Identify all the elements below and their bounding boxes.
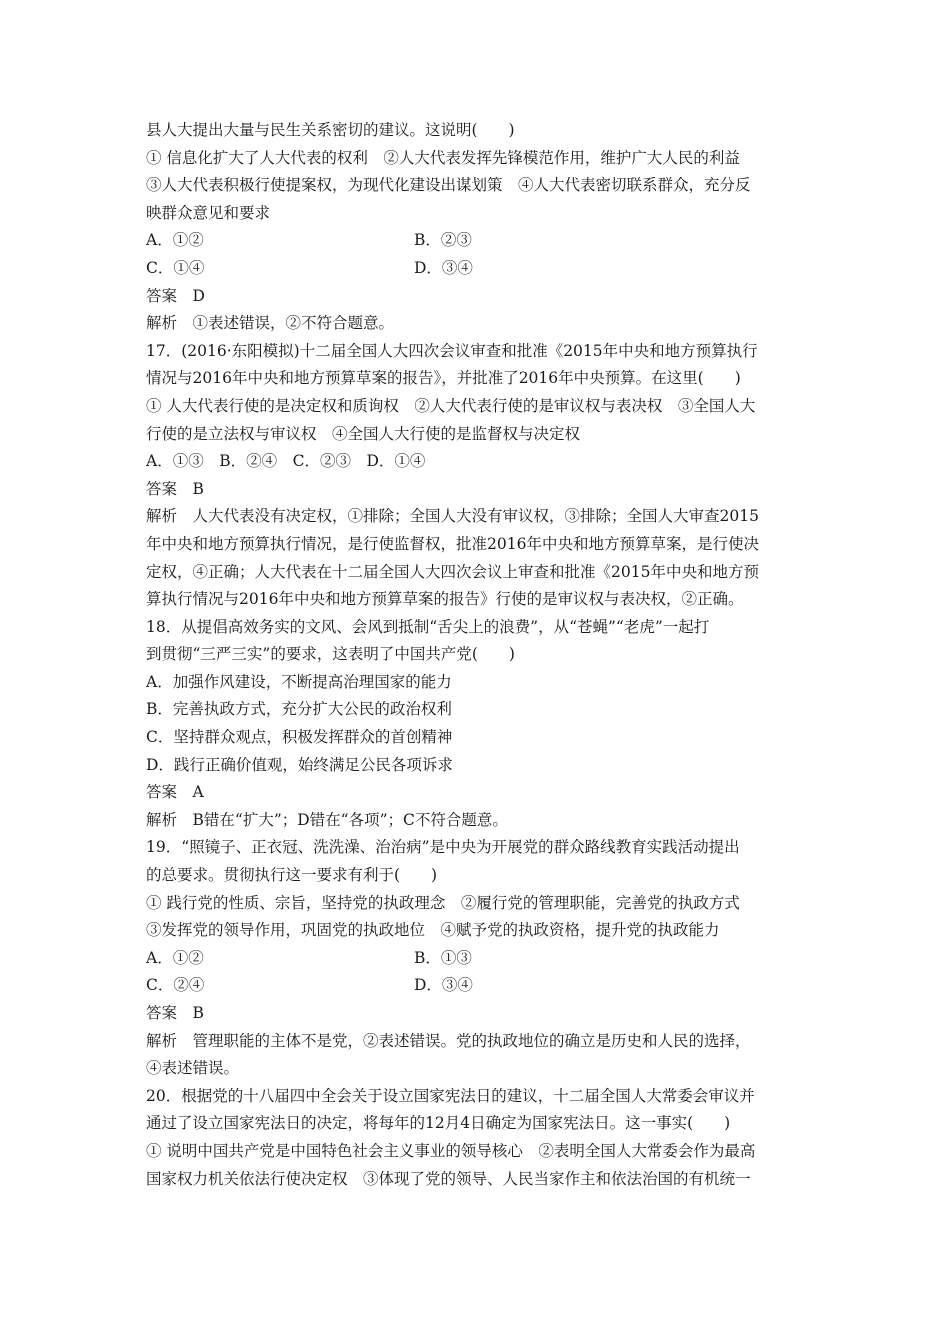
q18-answer: 答案 A xyxy=(146,783,204,802)
q19-options-row-2 xyxy=(146,972,810,1000)
q16-statement-line: ③人大代表积极行使提案权，为现代化建设出谋划策 ④人大代表密切联系群众，充分反 xyxy=(146,176,751,195)
q18-stem-line: 18．从提倡高效务实的文风、会风到抵制“舌尖上的浪费”，从“苍蝇”“老虎”一起打 xyxy=(146,617,710,636)
q16-statement-line: 映群众意见和要求 xyxy=(146,203,271,222)
q19-statement-line: ① 践行党的性质、宗旨，坚持党的执政理念 ②履行党的管理职能，完善党的执政方式 xyxy=(146,893,740,912)
q17-statement-line: ① 人大代表行使的是决定权和质询权 ②人大代表行使的是审议权与表决权 ③全国人大 xyxy=(146,396,756,415)
q17-analysis-line: 解析 人大代表没有决定权，①排除；全国人大没有审议权，③排除；全国人大审查2015 xyxy=(146,507,759,526)
q19-stem-line: 19．“照镜子、正衣冠、洗洗澡、治治病”是中央为开展党的群众路线教育实践活动提出 xyxy=(146,838,740,857)
q16-statement-line: ① 信息化扩大了人大代表的权利 ②人大代表发挥先锋模范作用，维护广大人民的利益 xyxy=(146,148,740,167)
q18-option-c: C．坚持群众观点，积极发挥群众的首创精神 xyxy=(146,728,453,747)
q19-option-b: B．①③ xyxy=(414,948,472,967)
q16-stem: 县人大提出大量与民生关系密切的建议。这说明( ) xyxy=(146,121,515,139)
q16-option-b: B．②③ xyxy=(414,231,472,250)
q17-analysis-line: 定权，④正确；人大代表在十二届全国人大四次会议上审查和批准《2015年中央和地方预 xyxy=(146,562,759,581)
q20-statement-line: 国家权力机关依法行使决定权 ③体现了党的领导、人民当家作主和依法治国的有机统一 xyxy=(146,1169,751,1188)
q19-answer: 答案 B xyxy=(146,1004,204,1022)
q19-stem-line: 的总要求。贯彻执行这一要求有利于( ) xyxy=(146,866,438,885)
q16-option-a: A．①② xyxy=(146,231,204,250)
q19-options-row-1 xyxy=(146,945,810,973)
q17-answer: 答案 B xyxy=(146,479,204,498)
q20-stem-line: 20．根据党的十八届四中全会关于设立国家宪法日的建议，十二届全国人大常委会审议并 xyxy=(146,1086,755,1105)
q18-option-a: A．加强作风建设，不断提高治理国家的能力 xyxy=(146,672,452,691)
q17-statement-line: 行使的是立法权与审议权 ④全国人大行使的是监督权与决定权 xyxy=(146,424,581,443)
q16-options-row-2 xyxy=(146,255,810,283)
q16-analysis: 解析 ①表述错误，②不符合题意。 xyxy=(146,314,395,333)
q16-option-d: D．③④ xyxy=(414,258,473,277)
q18-analysis: 解析 B错在“扩大”；D错在“各项”；C不符合题意。 xyxy=(146,810,508,829)
q17-stem-line: 情况与2016年中央和地方预算草案的报告》，并批准了2016年中央预算。在这里( ) xyxy=(146,369,741,388)
q19-analysis-line: ④表述错误。 xyxy=(146,1059,240,1078)
q16-option-c: C．①④ xyxy=(146,258,205,277)
q19-analysis-line: 解析 管理职能的主体不是党，②表述错误。党的执政地位的确立是历史和人民的选择， xyxy=(146,1031,751,1050)
q19-statement-line: ③发挥党的领导作用，巩固党的执政地位 ④赋予党的执政资格，提升党的执政能力 xyxy=(146,921,720,940)
q17-stem-line: 17．(2016·东阳模拟)十二届全国人大四次会议审查和批准《2015年中央和地方预算执行 xyxy=(146,341,758,360)
q19-option-d: D．③④ xyxy=(414,976,473,995)
q19-option-c: C．②④ xyxy=(146,976,205,995)
q18-option-b: B．完善执政方式，充分扩大公民的政治权利 xyxy=(146,700,452,719)
q16-options-row-1 xyxy=(146,227,810,255)
q17-analysis-line: 算执行情况与2016年中央和地方预算草案的报告》行使的是审议权与表决权，②正确。 xyxy=(146,590,744,609)
q20-stem-line: 通过了设立国家宪法日的决定，将每年的12月4日确定为国家宪法日。这一事实( ) xyxy=(146,1114,731,1133)
q20-statement-line: ① 说明中国共产党是中国特色社会主义事业的领导核心 ②表明全国人大常委会作为最高 xyxy=(146,1141,756,1160)
question-text-block xyxy=(146,117,810,1193)
q17-options: A．①③ B．②④ C．②③ D．①④ xyxy=(146,452,426,471)
q16-answer: 答案 D xyxy=(146,286,205,305)
q18-option-d: D．践行正确价值观，始终满足公民各项诉求 xyxy=(146,755,453,774)
q18-stem-line: 到贯彻“三严三实”的要求，这表明了中国共产党( ) xyxy=(146,645,515,664)
q17-analysis-line: 年中央和地方预算执行情况，是行使监督权，批准2016年中央和地方预算草案，是行使决 xyxy=(146,534,759,553)
q19-option-a: A．①② xyxy=(146,948,204,967)
